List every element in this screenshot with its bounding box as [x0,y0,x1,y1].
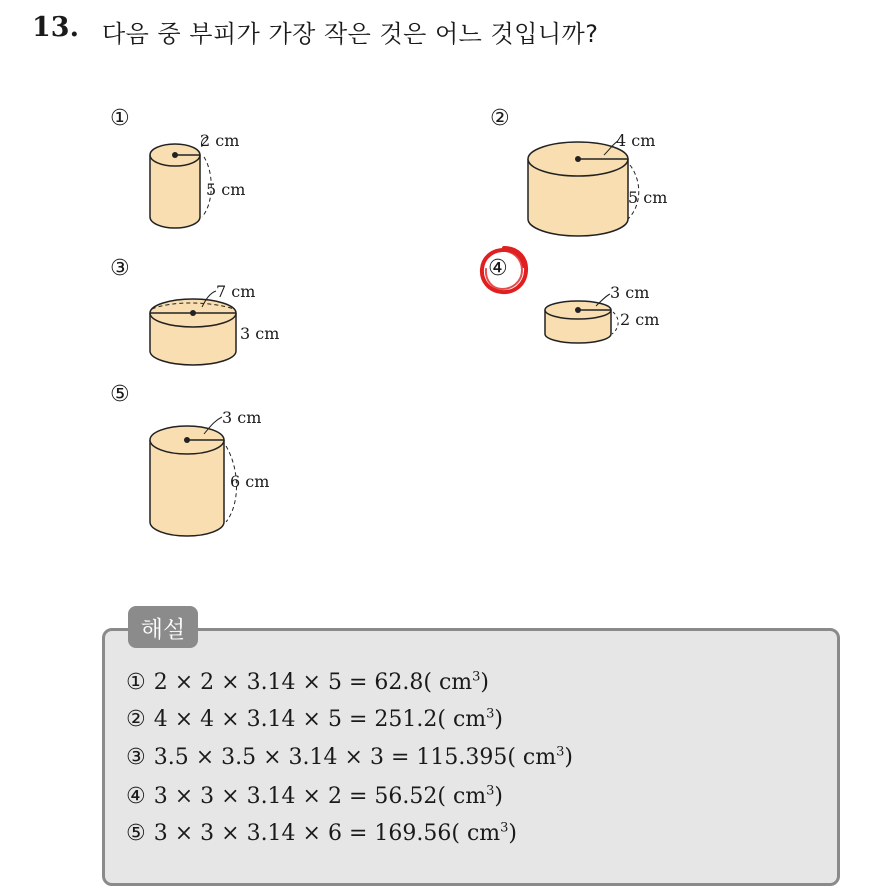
solution-line-3-close: ) [564,745,573,770]
cylinder-2-radius-label: 4 cm [616,131,656,150]
solution-line-4-marker: ④ [126,784,146,809]
solution-line-1-expr: 2 × 2 × 3.14 × 5 = 62.8( cm [153,670,473,695]
cylinder-1-radius-label: 2 cm [200,131,240,150]
option-5-marker[interactable]: ⑤ [110,382,130,407]
solution-line-1-close: ) [480,670,490,695]
solution-line-4 [126,784,503,809]
cylinder-5-height-label: 6 cm [230,472,270,491]
solution-line-4-exp: 3 [486,783,495,799]
cylinder-4 [540,278,680,348]
cylinder-1 [140,125,270,240]
solution-line-2-exp: 3 [486,706,495,722]
solution-line-3-exp: 3 [556,744,565,760]
cylinder-5-radius-label: 3 cm [222,408,262,427]
solution-line-2-expr: 4 × 4 × 3.14 × 5 = 251.2( cm [153,707,487,732]
cylinder-4-height-label: 2 cm [620,310,660,329]
solution-line-5-marker: ⑤ [126,821,146,846]
answer-circle-mark [474,240,534,300]
solution-line-2 [126,707,503,732]
solution-line-1-marker: ① [126,670,146,695]
cylinder-2 [520,125,680,245]
cylinder-3 [140,275,300,375]
solution-line-3-expr: 3.5 × 3.5 × 3.14 × 3 = 115.395( cm [153,745,557,770]
solution-line-2-marker: ② [126,707,146,732]
solution-line-4-expr: 3 × 3 × 3.14 × 2 = 56.52( cm [153,784,487,809]
cylinder-3-height-label: 3 cm [240,324,280,343]
solution-title: 해설 [128,606,198,648]
cylinder-4-radius-label: 3 cm [610,283,650,302]
solution-line-5 [126,821,517,846]
option-3-marker[interactable]: ③ [110,256,130,281]
solution-line-5-expr: 3 × 3 × 3.14 × 6 = 169.56( cm [153,821,501,846]
solution-line-4-close: ) [494,784,504,809]
cylinder-1-height-label: 5 cm [206,180,246,199]
question-number: 13. [32,12,79,43]
solution-line-3 [126,745,573,770]
question-text: 다음 중 부피가 가장 작은 것은 어느 것입니까? [102,20,599,48]
cylinder-3-diameter-label: 7 cm [216,282,256,301]
cylinder-5 [140,400,290,545]
solution-line-5-close: ) [508,821,518,846]
solution-line-2-close: ) [494,707,504,732]
cylinder-2-height-label: 5 cm [628,188,668,207]
option-1-marker[interactable]: ① [110,106,130,131]
option-4-marker[interactable]: ④ [488,256,508,281]
solution-line-5-exp: 3 [500,820,509,836]
solution-line-1 [126,670,489,695]
option-2-marker[interactable]: ② [490,106,510,131]
solution-line-1-exp: 3 [472,669,481,685]
solution-line-3-marker: ③ [126,745,146,770]
